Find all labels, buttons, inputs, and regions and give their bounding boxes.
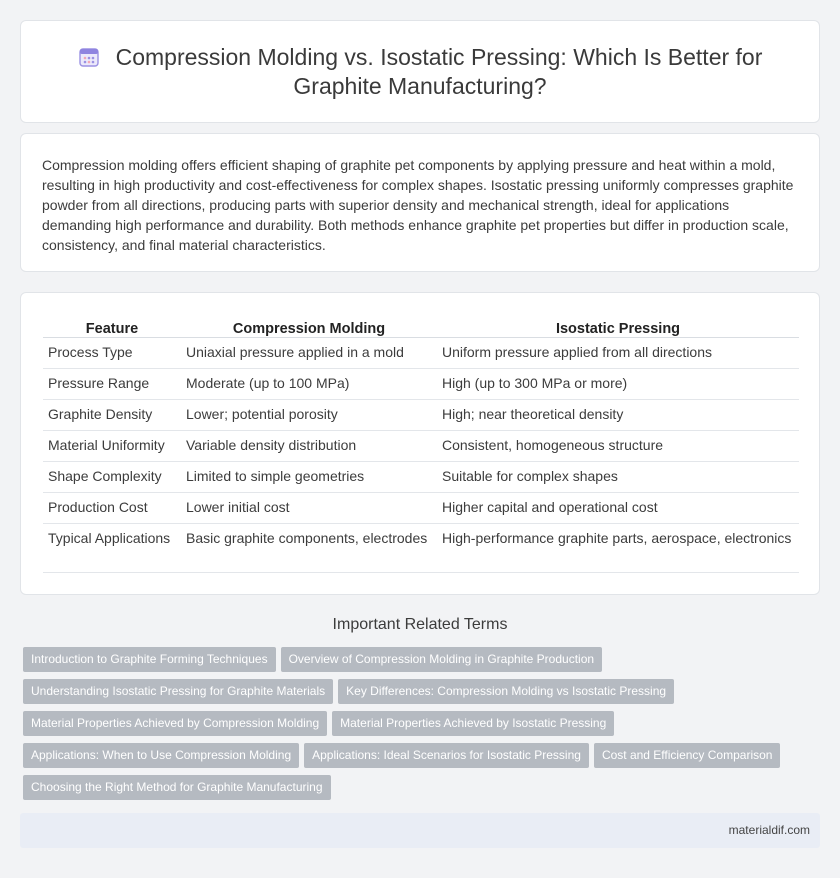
- related-term-tag[interactable]: Key Differences: Compression Molding vs Isostatic Pressing: [338, 679, 674, 704]
- related-term-tag[interactable]: Material Properties Achieved by Compression Molding: [23, 711, 327, 736]
- related-term-tag[interactable]: Applications: Ideal Scenarios for Isostatic Pressing: [304, 743, 589, 768]
- table-row: [43, 337, 799, 368]
- comparison-table: [43, 315, 799, 573]
- feature-cell: Process Type: [43, 337, 181, 368]
- table-row: [43, 430, 799, 461]
- compression-cell: Uniaxial pressure applied in a mold: [181, 337, 437, 368]
- tag-row: [23, 679, 823, 711]
- related-term-tag[interactable]: Cost and Efficiency Comparison: [594, 743, 781, 768]
- tag-row: [23, 711, 823, 743]
- isostatic-cell: High; near theoretical density: [437, 399, 799, 430]
- related-term-tag[interactable]: Overview of Compression Molding in Graphite Production: [281, 647, 602, 672]
- related-term-tag[interactable]: Applications: When to Use Compression Molding: [23, 743, 299, 768]
- tag-row: [23, 743, 823, 775]
- feature-cell: Graphite Density: [43, 399, 181, 430]
- calendar-icon: [78, 46, 100, 68]
- compression-cell: Moderate (up to 100 MPa): [181, 368, 437, 399]
- feature-cell: Typical Applications: [43, 523, 181, 572]
- footer-site-link[interactable]: materialdif.com: [728, 823, 810, 837]
- compression-cell: Basic graphite components, electrodes: [181, 523, 437, 572]
- intro-paragraph: Compression molding offers efficient shaping of graphite pet components by applying pressure and heat within a mold, resulting in high productivity and cost-effectiveness for complex shapes. Isostatic pressing uniformly compresses graphite powder from all directions, producing parts with superior density and mechanical strength, ideal for applications demanding high performance and durability. Both methods enhance graphite pet properties but differ in production scale, consistency, and final material characteristics.: [42, 157, 794, 253]
- related-term-tag[interactable]: Introduction to Graphite Forming Techniques: [23, 647, 276, 672]
- feature-cell: Shape Complexity: [43, 461, 181, 492]
- isostatic-cell: Consistent, homogeneous structure: [437, 430, 799, 461]
- footer: [20, 813, 820, 848]
- table-row: [43, 523, 799, 572]
- header-isostatic-pressing: Isostatic Pressing: [437, 315, 799, 337]
- related-term-tag[interactable]: Choosing the Right Method for Graphite Manufacturing: [23, 775, 331, 800]
- compression-cell: Lower initial cost: [181, 492, 437, 523]
- isostatic-cell: Uniform pressure applied from all directions: [437, 337, 799, 368]
- comparison-card: [20, 292, 820, 595]
- related-term-tag[interactable]: Material Properties Achieved by Isostatic Pressing: [332, 711, 614, 736]
- table-row: [43, 399, 799, 430]
- page-title: [51, 43, 789, 101]
- isostatic-cell: High (up to 300 MPa or more): [437, 368, 799, 399]
- table-row: [43, 461, 799, 492]
- header-compression-molding: Compression Molding: [181, 315, 437, 337]
- compression-cell: Lower; potential porosity: [181, 399, 437, 430]
- feature-cell: Production Cost: [43, 492, 181, 523]
- feature-cell: Material Uniformity: [43, 430, 181, 461]
- isostatic-cell: Suitable for complex shapes: [437, 461, 799, 492]
- table-header-row: [43, 315, 799, 337]
- compression-cell: Variable density distribution: [181, 430, 437, 461]
- related-terms-heading: Important Related Terms: [332, 616, 508, 633]
- related-terms-list: [23, 647, 823, 807]
- intro-card: [20, 133, 820, 272]
- isostatic-cell: High-performance graphite parts, aerospace, electronics: [437, 523, 799, 572]
- page-title-text: Compression Molding vs. Isostatic Pressing: Which Is Better for Graphite Manufacturing?: [115, 44, 763, 99]
- header-feature: Feature: [43, 315, 181, 337]
- isostatic-cell: Higher capital and operational cost: [437, 492, 799, 523]
- tag-row: [23, 775, 823, 807]
- table-row: [43, 368, 799, 399]
- compression-cell: Limited to simple geometries: [181, 461, 437, 492]
- feature-cell: Pressure Range: [43, 368, 181, 399]
- related-term-tag[interactable]: Understanding Isostatic Pressing for Graphite Materials: [23, 679, 333, 704]
- table-row: [43, 492, 799, 523]
- tag-row: [23, 647, 823, 679]
- title-wrap: [21, 43, 819, 101]
- header-card: [20, 20, 820, 123]
